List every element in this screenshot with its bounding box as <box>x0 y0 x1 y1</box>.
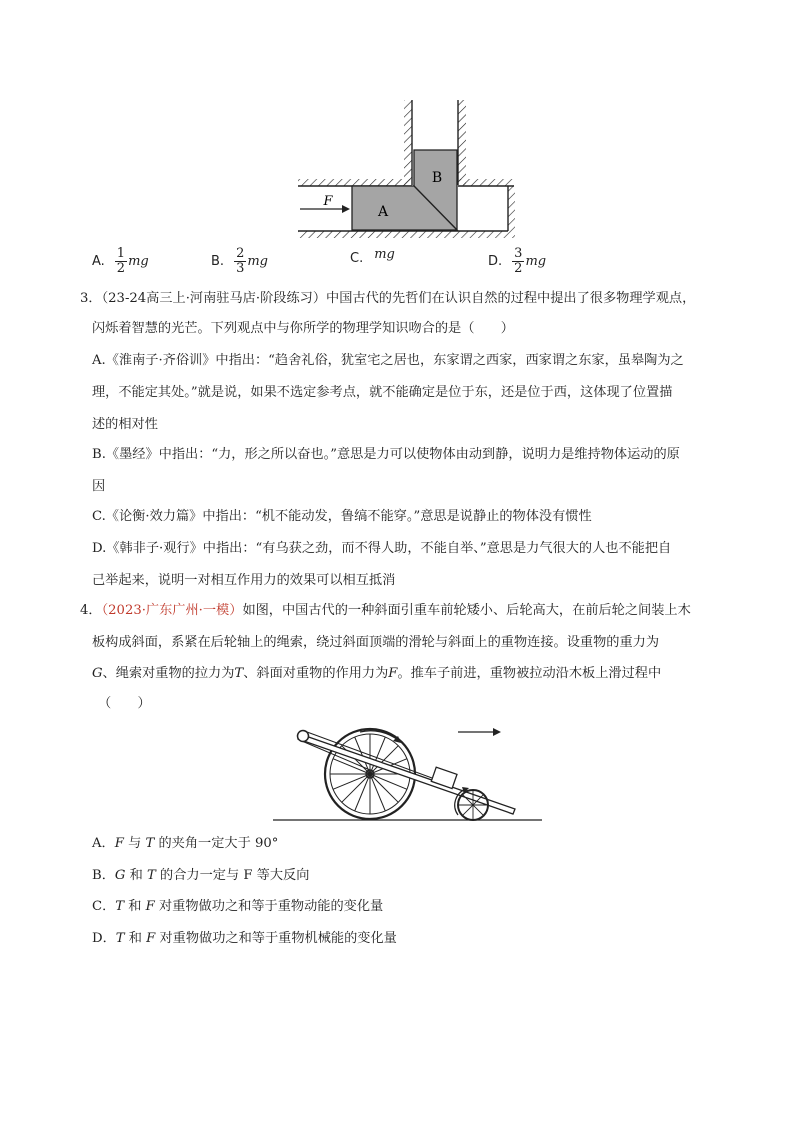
q3-stem-line-2: 闪烁着智慧的光芒。下列观点中与你所学的物理学知识吻合的是（ ） <box>92 321 514 336</box>
q3-option-a-line-3: 述的相对性 <box>92 417 158 432</box>
fraction: $\frac{2}{3}$ <box>236 246 245 276</box>
q3-option-d-line-2: 己举起来，说明一对相互作用力的效果可以相互抵消 <box>92 573 396 588</box>
q4-blank: （ ） <box>98 696 151 711</box>
label-f: F <box>323 194 333 209</box>
q4-option-c: C．T 和 F 对重物做功之和等于重物动能的变化量 <box>92 899 384 914</box>
fraction: $\frac{3}{2}$ <box>514 246 523 276</box>
q2-option-c: C. mg <box>350 247 395 266</box>
q4-option-d: D．T 和 F 对重物做功之和等于重物机械能的变化量 <box>92 931 397 946</box>
q4-stem-line-1: 4．（2023·广东广州·一模）如图，中国古代的一种斜面引重车前轮矮小、后轮高大，在前后轮之间装上木 <box>80 603 691 618</box>
q3-option-b-line-1: B.《墨经》中指出：“力，形之所以奋也。”意思是力可以使物体由动到静，说明力是维持物体运动的原 <box>92 447 680 462</box>
q3-option-d-line-1: D.《韩非子·观行》中指出：“有乌获之劲，而不得人助，不能自举、”意思是力气很大的人也不能把自 <box>92 541 672 556</box>
cart-diagram <box>270 712 545 827</box>
q3-option-b-line-2: 因 <box>92 479 106 494</box>
q3-stem-line-1: 3．（23-24高三上·河南驻马店·阶段练习）中国古代的先哲们在认识自然的过程中提出了很多物理学观点， <box>80 291 696 306</box>
q2-option-d: D. $\frac{3}{2}$ mg <box>488 246 547 276</box>
q4-stem-line-3: G、绳索对重物的拉力为T、斜面对重物的作用力为F。推车子前进，重物被拉动沿木板上滑过程中 <box>92 666 662 681</box>
q2-option-b: B. $\frac{2}{3}$ mg <box>211 246 268 276</box>
q2-options <box>92 247 712 283</box>
q3-option-a-line-2: 理，不能定其处。”就是说，如果不选定参考点，就不能确定是位于东，还是位于西，这体现了位置描 <box>92 385 673 400</box>
q4-option-a: A．F 与 T 的夹角一定大于 90° <box>92 836 279 851</box>
fraction: $\frac{1}{2}$ <box>116 246 126 276</box>
q4-source: （2023·广东广州·一模） <box>101 603 243 618</box>
label-a: A <box>377 204 389 220</box>
label-b: B <box>431 170 443 186</box>
q3-source: （23-24高三上·河南驻马店·阶段练习） <box>101 291 327 306</box>
q2-option-a: A. $\frac{1}{2}$ mg <box>92 246 149 276</box>
q4-option-b: B．G 和 T 的合力一定与 F 等大反向 <box>92 868 310 883</box>
q3-option-a-line-1: A.《淮南子·齐俗训》中指出：“趋舍礼俗，犹室宅之居也，东家谓之西家，西家谓之东家，虽皋陶为之 <box>92 353 684 368</box>
front-wheel <box>458 790 488 820</box>
q4-stem-line-2: 板构成斜面，系紧在后轮轴上的绳索，绕过斜面顶端的滑轮与斜面上的重物连接。设重物的重力为 <box>92 635 660 650</box>
q3-option-c: C.《论衡·效力篇》中指出：“机不能动发，鲁缟不能穿。”意思是说静止的物体没有惯性 <box>92 509 592 524</box>
blocks-diagram <box>290 95 522 245</box>
